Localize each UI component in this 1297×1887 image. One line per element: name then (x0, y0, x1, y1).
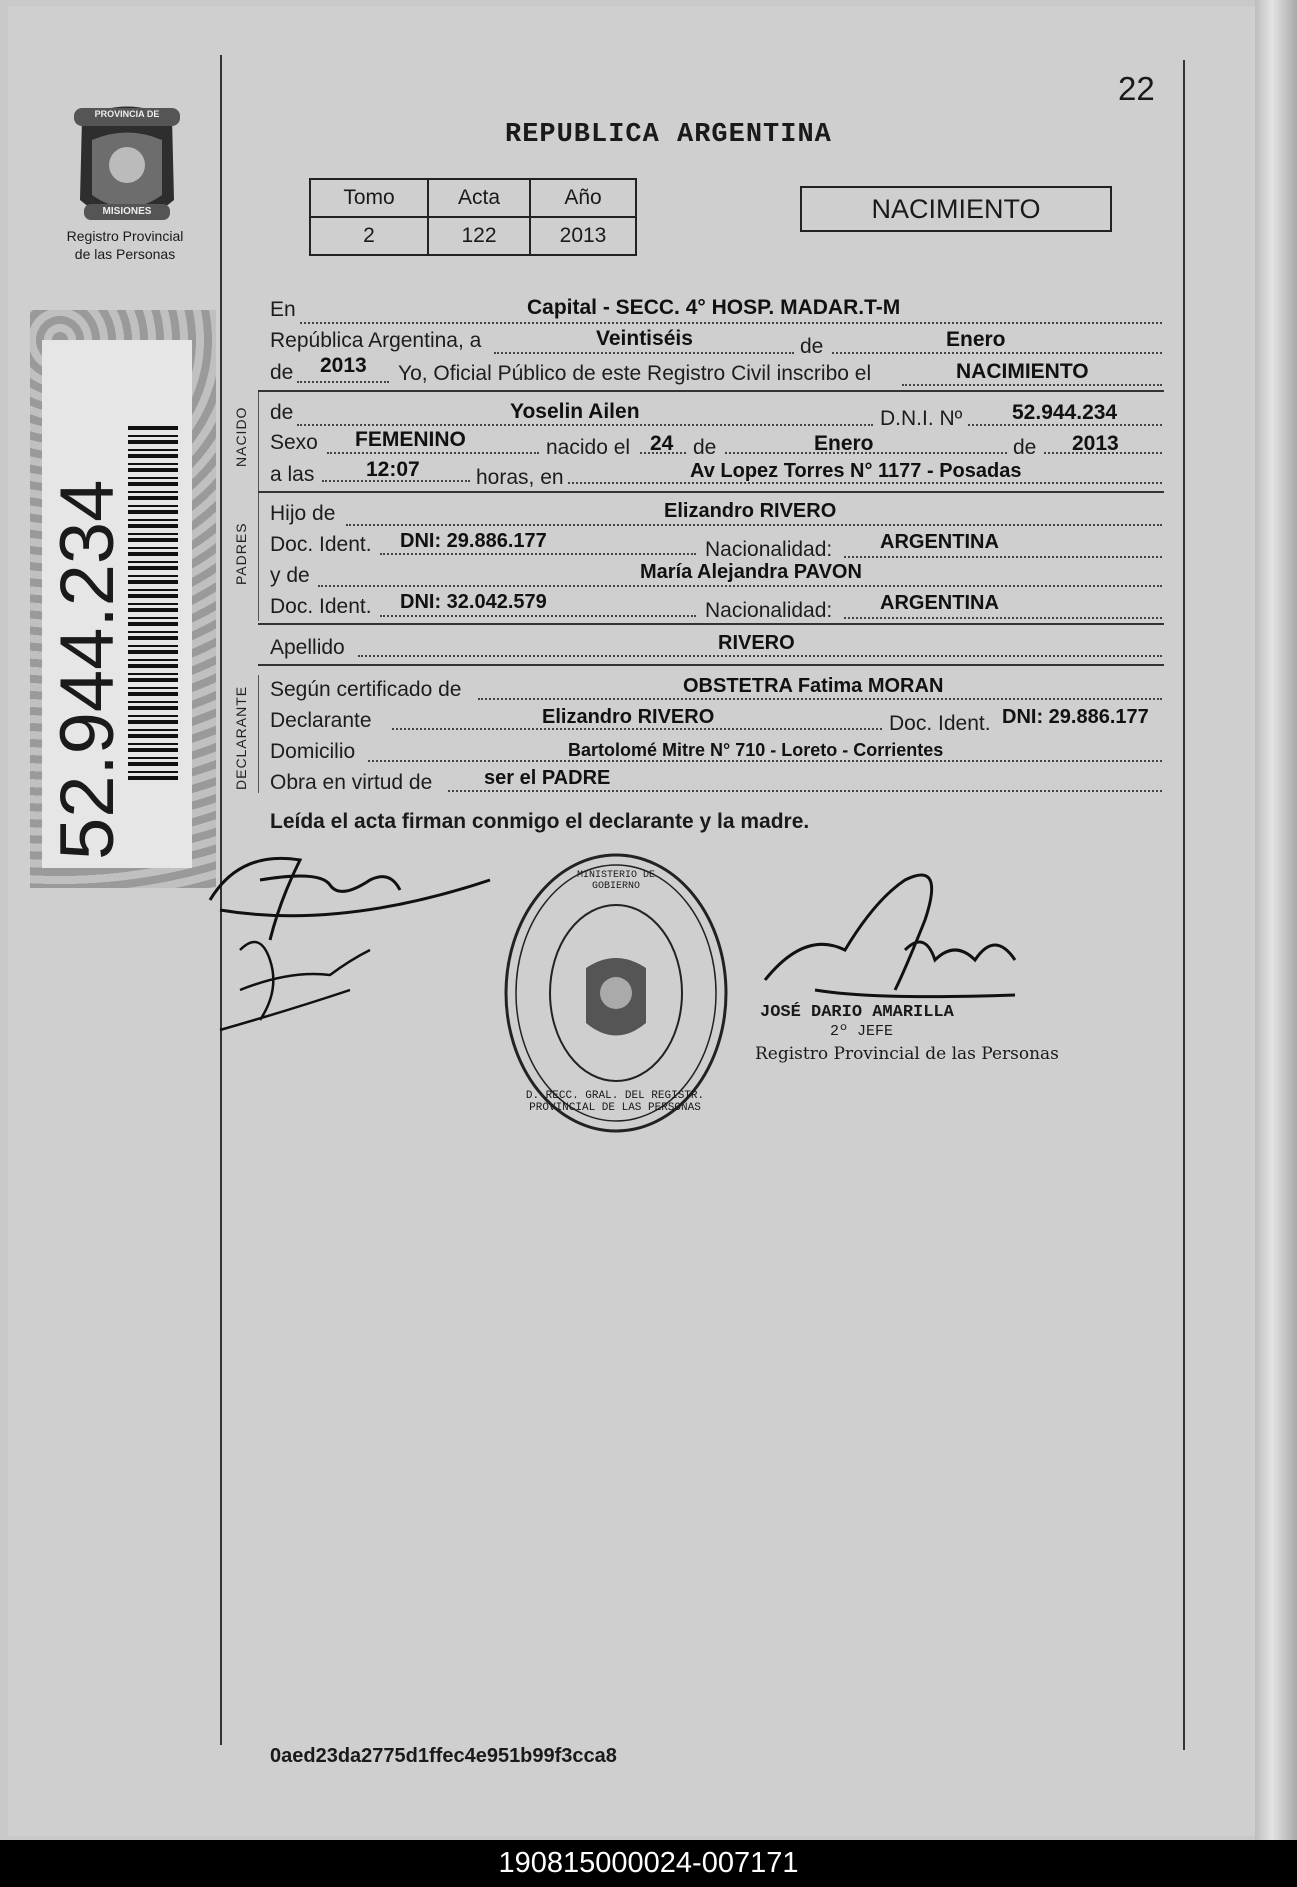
label-segun: Según certificado de (270, 678, 462, 701)
registry-table (309, 178, 637, 256)
label-en: En (270, 298, 296, 321)
dotted-line (346, 524, 1162, 526)
label-de-anio: de (1013, 436, 1037, 459)
dotted-line (380, 553, 696, 555)
section-bar (258, 392, 259, 492)
table-cell: 122 (428, 217, 530, 255)
declarant-signature (200, 840, 500, 1045)
value-padre-doc: DNI: 29.886.177 (400, 530, 547, 552)
label-yo: Yo, Oficial Público de este Registro Civil inscribo el (398, 362, 872, 385)
label-nacionalidad-1: Nacionalidad: (705, 538, 833, 561)
sticker-number: 52.944.234 (45, 479, 130, 860)
section-rule (258, 623, 1164, 625)
barcode (128, 425, 178, 780)
label-y-de: y de (270, 564, 310, 587)
label-de-nac: de (270, 401, 294, 424)
province-shield-icon (62, 100, 192, 270)
value-dia-nac: 24 (650, 432, 674, 455)
page-title: REPUBLICA ARGENTINA (505, 120, 832, 150)
closing-statement: Leída el acta firman conmigo el declarante y la madre. (270, 810, 810, 833)
label-doc-ident-2: Doc. Ident. (270, 595, 372, 618)
value-lugar-nac: Av Lopez Torres N° 1177 - Posadas (690, 460, 1022, 482)
section-label-nacido: NACIDO (233, 406, 249, 467)
dotted-line (318, 585, 1162, 587)
value-nombre: Yoselin Ailen (510, 400, 640, 423)
table-cell: 2013 (530, 217, 636, 255)
value-madre-doc: DNI: 32.042.579 (400, 591, 547, 613)
document-type-box: NACIMIENTO (800, 186, 1112, 232)
value-declarante: Elizandro RIVERO (542, 706, 715, 728)
dotted-line (844, 556, 1162, 558)
margin-line-right (1183, 60, 1185, 1750)
dotted-line (380, 615, 696, 617)
label-doc-ident-1: Doc. Ident. (270, 533, 372, 556)
seal-text: D. RECC. GRAL. DEL REGISTR. PROVINCIAL DE LAS PERSONAS (525, 1090, 705, 1114)
value-declarante-doc: DNI: 29.886.177 (1002, 706, 1149, 728)
value-mes-nac: Enero (814, 432, 874, 455)
official-role: 2º JEFE (830, 1023, 894, 1040)
label-a-las: a las (270, 463, 315, 486)
page-number: 22 (1118, 70, 1155, 107)
value-padre-nac: ARGENTINA (880, 531, 999, 553)
table-cell: 2 (310, 217, 428, 255)
dotted-line (832, 352, 1162, 354)
value-tipo: NACIMIENTO (956, 360, 1089, 383)
value-mes: Enero (946, 328, 1006, 351)
label-declarante: Declarante (270, 709, 372, 732)
section-label-declarante: DECLARANTE (233, 685, 249, 790)
label-domicilio: Domicilio (270, 740, 356, 763)
value-dni: 52.944.234 (1012, 401, 1118, 424)
value-anio: 2013 (320, 354, 367, 377)
logo-top-text: PROVINCIA DE (94, 109, 160, 119)
label-de2: de (270, 361, 294, 384)
dotted-line (902, 384, 1162, 386)
dotted-line (478, 698, 1162, 700)
section-rule (258, 390, 1164, 392)
label-nacido-el: nacido el (546, 436, 631, 459)
value-lugar: Capital - SECC. 4° HOSP. MADAR.T-M (527, 296, 901, 319)
dotted-line (358, 655, 1162, 657)
table-header: Acta (428, 179, 530, 217)
label-obra: Obra en virtud de (270, 771, 433, 794)
value-obra: ser el PADRE (484, 767, 611, 789)
document-hash: 0aed23da2775d1ffec4e951b99f3cca8 (270, 1745, 617, 1767)
logo-bottom-text: MISIONES (102, 206, 152, 217)
label-hijo-de: Hijo de (270, 502, 336, 525)
value-apellido: RIVERO (718, 632, 795, 654)
book-edge (1255, 0, 1297, 1840)
dotted-line (300, 322, 1162, 324)
official-office: Registro Provincial de las Personas (755, 1044, 1059, 1064)
value-madre: María Alejandra PAVON (640, 561, 862, 583)
label-republica: República Argentina, a (270, 329, 482, 352)
label-de: de (800, 335, 824, 358)
table-header: Año (530, 179, 636, 217)
label-apellido: Apellido (270, 636, 345, 659)
section-bar (258, 675, 259, 793)
official-name: JOSÉ DARIO AMARILLA (760, 1003, 954, 1022)
label-dni: D.N.I. Nº (880, 407, 963, 430)
value-anio-nac: 2013 (1072, 432, 1119, 455)
dotted-line (844, 617, 1162, 619)
table-header: Tomo (310, 179, 428, 217)
logo-caption-2: de las Personas (74, 246, 176, 262)
dotted-line (327, 452, 539, 454)
logo-caption-1: Registro Provincial (66, 228, 184, 244)
value-dia: Veintiséis (596, 327, 693, 350)
official-signature (755, 860, 1035, 1015)
value-hora: 12:07 (366, 458, 420, 481)
province-logo (62, 100, 192, 270)
value-sexo: FEMENINO (355, 428, 466, 451)
label-de-mes: de (693, 436, 717, 459)
dotted-line (494, 352, 794, 354)
label-doc-ident-3: Doc. Ident. (889, 712, 991, 735)
section-rule (258, 664, 1164, 666)
value-domicilio: Bartolomé Mitre N° 710 - Loreto - Corrientes (568, 740, 944, 760)
value-madre-nac: ARGENTINA (880, 592, 999, 614)
dotted-line (297, 381, 389, 383)
value-certificado: OBSTETRA Fatima MORAN (683, 675, 944, 697)
dotted-line (448, 790, 1162, 792)
footer-id: 190815000024-007171 (0, 1840, 1297, 1887)
section-label-padres: PADRES (233, 522, 249, 585)
seal-inner-text: MINISTERIO DE GOBIERNO (576, 870, 655, 892)
section-rule (258, 491, 1164, 493)
label-sexo: Sexo (270, 431, 318, 454)
dotted-line (297, 424, 873, 426)
label-nacionalidad-2: Nacionalidad: (705, 599, 833, 622)
value-padre: Elizandro RIVERO (664, 500, 837, 522)
label-horas-en: horas, en (476, 466, 564, 489)
section-bar (258, 493, 259, 621)
